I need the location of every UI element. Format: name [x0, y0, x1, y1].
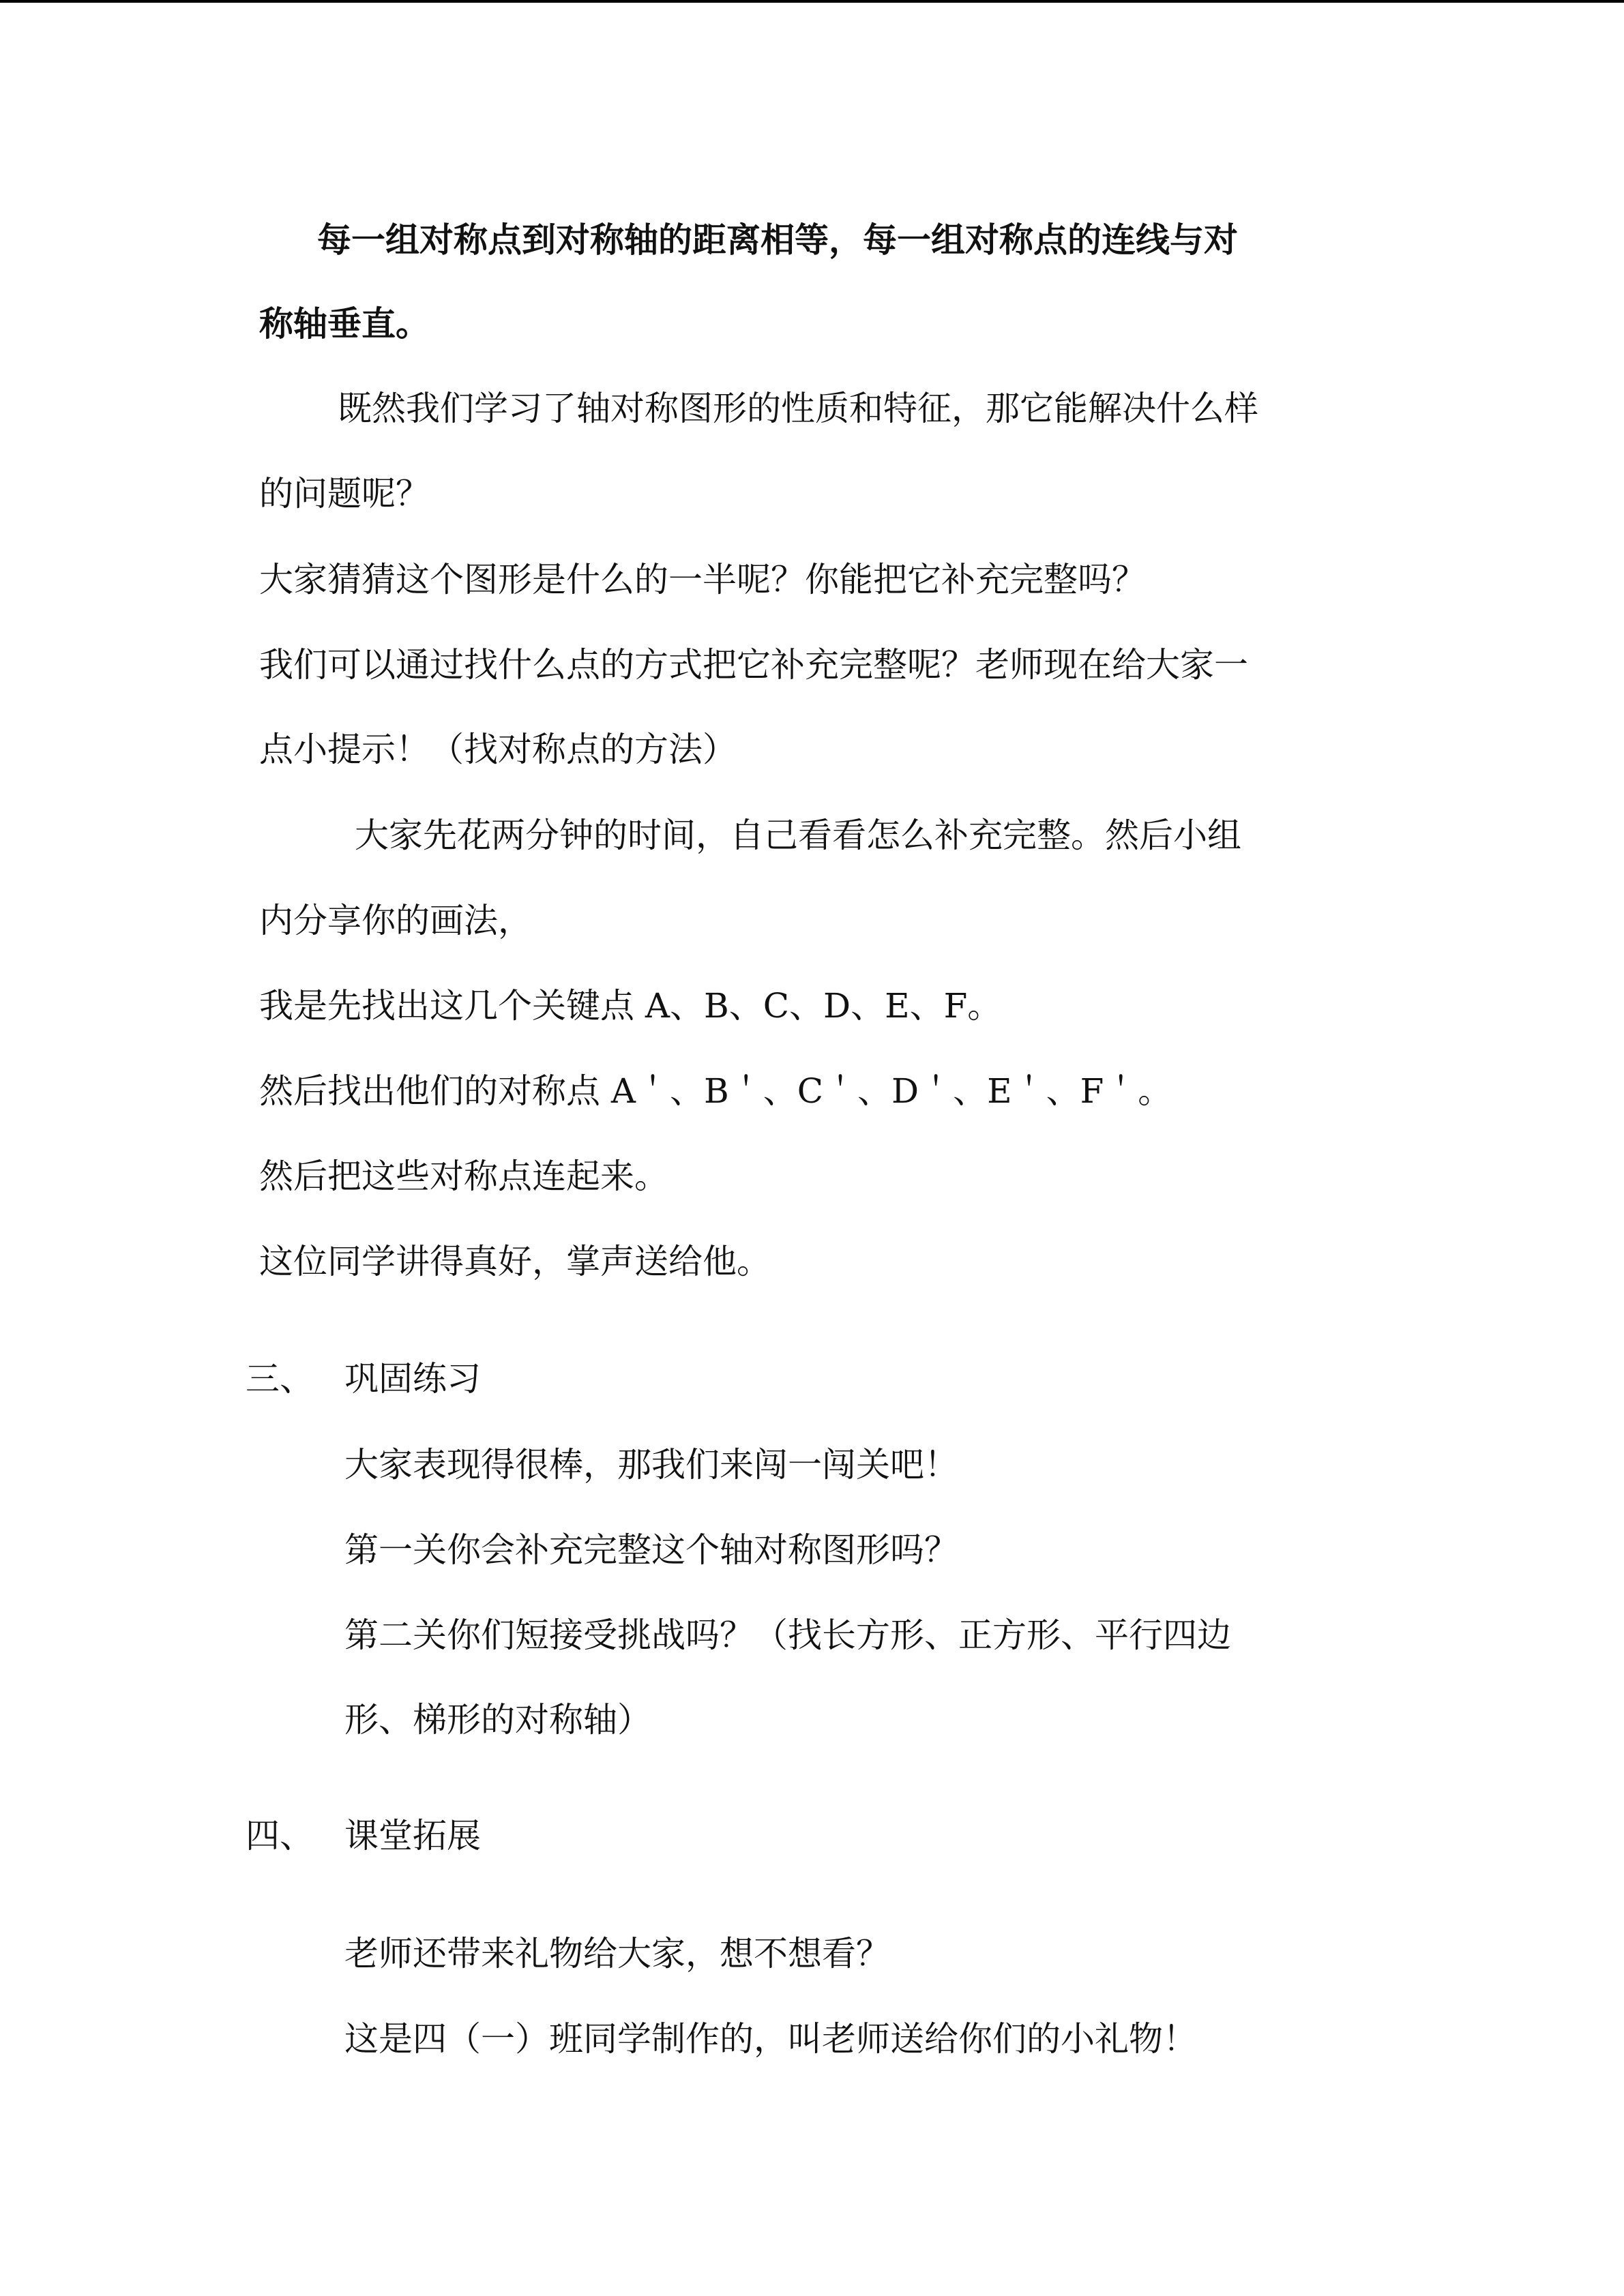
section-3-item-1: 大家表现得很棒，那我们来闯一闯关吧！	[344, 1445, 958, 1485]
section-4-item-1: 老师还带来礼物给大家，想不想看？	[344, 1934, 890, 1973]
method-paragraph-line-2: 点小提示！（找对称点的方法）	[259, 730, 737, 769]
symmetric-points-line: 然后找出他们的对称点 A＇、B＇、C＇、D＇、E＇、F＇。	[259, 1071, 1172, 1111]
question-paragraph-line-1: 既然我们学习了轴对称图形的性质和特征，那它能解决什么样	[338, 389, 1258, 428]
section-3-title: 巩固练习	[344, 1359, 481, 1399]
question-paragraph-line-2: 的问题呢？	[259, 474, 430, 513]
section-4-title: 课堂拓展	[344, 1816, 481, 1855]
section-4-number: 四、	[246, 1816, 314, 1855]
section-3-item-2: 第一关你会补充完整这个轴对称图形吗？	[344, 1530, 958, 1570]
guess-line: 大家猜猜这个图形是什么的一半呢？你能把它补充完整吗？	[259, 560, 1146, 599]
section-3-item-3-continued: 形、梯形的对称轴）	[344, 1700, 651, 1740]
section-3-item-3: 第二关你们短接受挑战吗？（找长方形、正方形、平行四边	[344, 1615, 1231, 1655]
connect-points-line: 然后把这些对称点连起来。	[259, 1157, 668, 1196]
bold-paragraph-line-2: 称轴垂直。	[259, 304, 430, 344]
task-paragraph-line-2: 内分享你的画法，	[259, 901, 532, 940]
section-3-number: 三、	[246, 1359, 314, 1399]
method-paragraph-line-1: 我们可以通过找什么点的方式把它补充完整呢？老师现在给大家一	[259, 645, 1248, 685]
bold-paragraph-line-1: 每一组对称点到对称轴的距离相等，每一组对称点的连线与对	[317, 220, 1238, 260]
praise-line: 这位同学讲得真好，掌声送给他。	[259, 1242, 771, 1281]
section-4-item-2: 这是四（一）班同学制作的，叫老师送给你们的小礼物！	[344, 2019, 1197, 2059]
task-paragraph-line-1: 大家先花两分钟的时间，自己看看怎么补充完整。然后小组	[355, 816, 1241, 855]
key-points-line: 我是先找出这几个关键点 A、B、C、D、E、F。	[259, 986, 1002, 1026]
